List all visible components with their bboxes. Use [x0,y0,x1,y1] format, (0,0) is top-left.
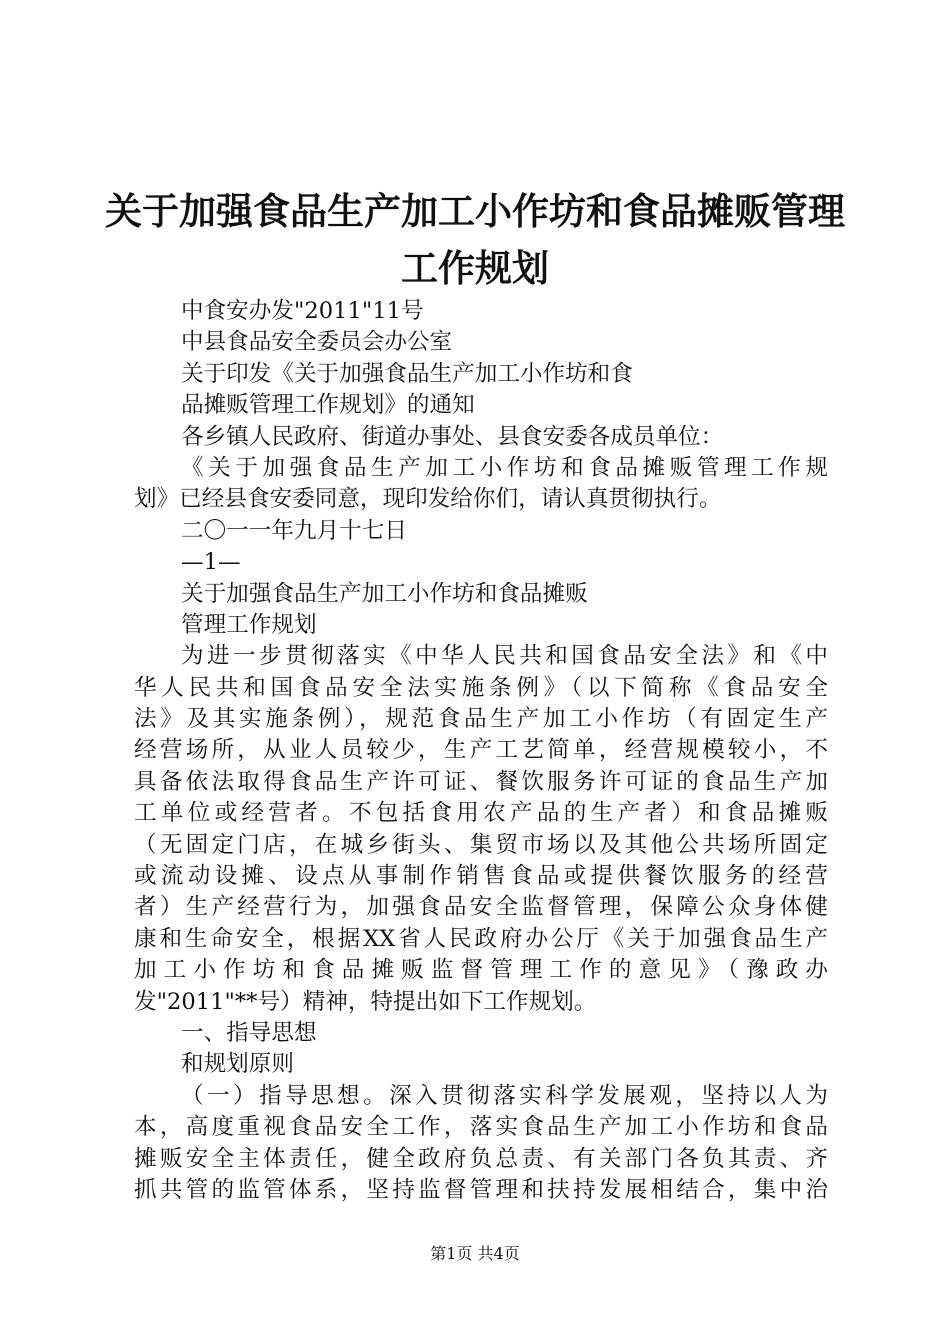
paragraph-line: 抓共管的监管体系，坚持监督管理和扶持发展相结合，集中治 [134,1176,828,1203]
notice-title-line-2: 品摊贩管理工作规划》的通知 [181,392,475,419]
paragraph-line: 或流动设摊、设点从事制作销售食品或提供餐饮服务的经营 [134,863,828,890]
paragraph-line: （无固定门店，在城乡街头、集贸市场以及其他公共场所固定 [134,831,828,858]
paragraph-line: 法》及其实施条例），规范食品生产加工小作坊（有固定生产 [134,706,828,733]
notice-body-line-1: 《关于加强食品生产加工小作坊和食品摊贩管理工作规 [181,454,828,481]
page-footer: 第1页 共4页 [430,1244,520,1263]
paragraph-line: 加工小作坊和食品摊贩监督管理工作的意见》（豫政办 [134,957,828,984]
paragraph-line: 工单位或经营者。不包括食用农产品的生产者）和食品摊贩 [134,800,828,827]
paragraph-line: （一）指导思想。深入贯彻落实科学发展观，坚持以人为 [181,1082,828,1109]
doc-number: 中食安办发"2011"11号 [181,298,424,324]
document-title-line-2: 工作规划 [401,247,549,290]
subtitle-line-1: 关于加强食品生产加工小作坊和食品摊贩 [181,580,588,607]
paragraph-line: 具备依法取得食品生产许可证、餐饮服务许可证的食品生产加 [134,768,828,795]
section-heading-1a: 一、指导思想 [181,1019,317,1046]
paragraph-last-line: 发"2011"**号）精神，特提出如下工作规划。 [134,988,597,1015]
subtitle-line-2: 管理工作规划 [181,611,317,638]
issuer: 中县食品安全委员会办公室 [181,329,453,356]
document-body [134,296,828,1206]
paragraph-line: 经营场所，从业人员较少，生产工艺简单，经营规模较小，不 [134,737,828,764]
paragraph-line: 本，高度重视食品安全工作，落实食品生产加工小作坊和食品 [134,1114,828,1141]
page-mark: —1— [181,549,241,576]
paragraph-line: 康和生命安全，根据XX省人民政府办公厅《关于加强食品生产 [134,925,828,952]
issue-date: 二〇一一年九月十七日 [181,517,407,544]
paragraph-line: 华人民共和国食品安全法实施条例》（以下简称《食品安全 [134,674,828,701]
addressees: 各乡镇人民政府、街道办事处、县食安委各成员单位： [181,423,724,450]
paragraph-line: 者）生产经营行为，加强食品安全监督管理，保障公众身体健 [134,894,828,921]
notice-body-line-2: 划》已经县食安委同意，现印发给你们，请认真贯彻执行。 [134,486,722,513]
paragraph-line: 摊贩安全主体责任，健全政府负总责、有关部门各负其责、齐 [134,1145,828,1172]
document-title-line-1: 关于加强食品生产加工小作坊和食品摊贩管理 [105,190,845,233]
notice-title-line-1: 关于印发《关于加强食品生产加工小作坊和食 [181,360,633,387]
paragraph-line: 为进一步贯彻落实《中华人民共和国食品安全法》和《中 [181,643,828,670]
section-heading-1b: 和规划原则 [181,1051,294,1078]
